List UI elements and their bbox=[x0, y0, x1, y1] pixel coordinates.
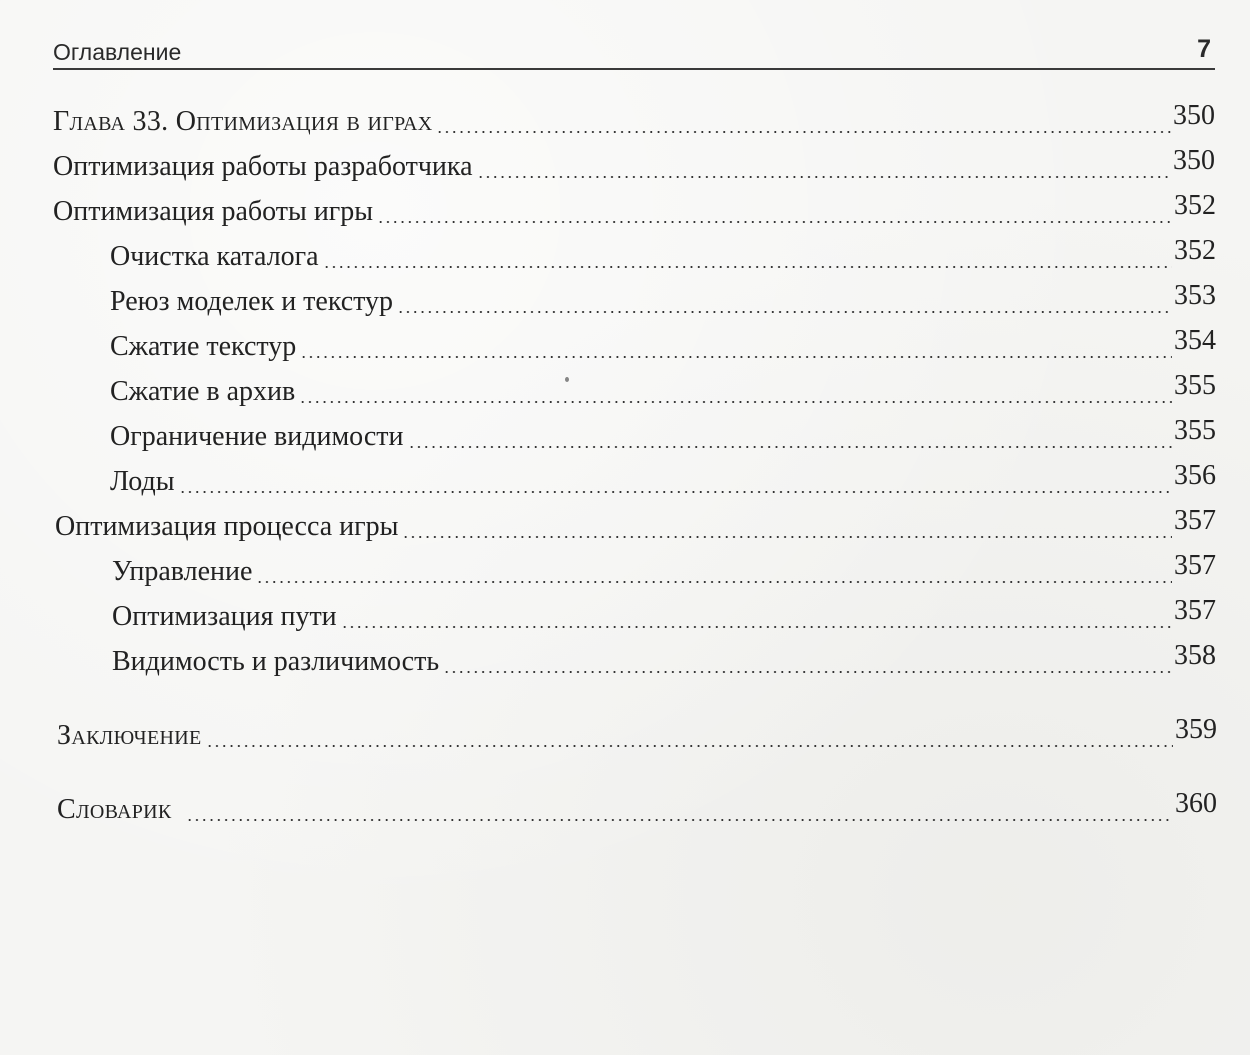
toc-entry-label: Заключение bbox=[57, 720, 202, 751]
dot-leader bbox=[408, 445, 1172, 449]
toc-entry-label: Оптимизация работы игры bbox=[53, 196, 374, 227]
toc-entry-page: 350 bbox=[1173, 100, 1215, 131]
running-head bbox=[53, 34, 1215, 70]
toc-subsection bbox=[112, 550, 1216, 590]
toc-entry-page: 360 bbox=[1175, 788, 1217, 819]
toc-entry-label: Сжатие текстур bbox=[110, 331, 297, 362]
toc-entry-label: Управление bbox=[112, 556, 253, 587]
toc-entry-label: Лоды bbox=[110, 466, 175, 497]
dot-leader bbox=[323, 265, 1172, 269]
running-head-title: Оглавление bbox=[53, 39, 182, 65]
dot-leader bbox=[377, 220, 1172, 224]
toc-entry-page: 355 bbox=[1174, 370, 1216, 401]
dot-leader bbox=[179, 490, 1172, 494]
toc-entry-page: 350 bbox=[1173, 145, 1215, 176]
toc-entry-label: Сжатие в архив bbox=[110, 376, 296, 407]
dot-leader bbox=[397, 310, 1172, 314]
toc-section bbox=[53, 190, 1216, 230]
toc-entry-label: Оптимизация работы разработчика bbox=[53, 151, 473, 182]
dot-leader bbox=[299, 400, 1172, 404]
toc-entry-label: Оптимизация процесса игры bbox=[55, 511, 399, 542]
toc-entry-label: Очистка каталога bbox=[110, 241, 319, 272]
toc-entry-page: 359 bbox=[1175, 714, 1217, 745]
toc-entry-page: 353 bbox=[1174, 280, 1216, 311]
toc-entry-page: 357 bbox=[1174, 595, 1216, 626]
toc-entry-page: 357 bbox=[1174, 505, 1216, 536]
toc-entry-page: 357 bbox=[1174, 550, 1216, 581]
toc-entry-page: 352 bbox=[1174, 190, 1216, 221]
toc-subsection bbox=[110, 235, 1216, 275]
toc-subsection bbox=[112, 640, 1216, 680]
toc-subsection bbox=[110, 325, 1216, 365]
toc-glossary bbox=[57, 788, 1217, 828]
toc-entry-label: Оптимизация пути bbox=[112, 601, 337, 632]
toc-subsection bbox=[110, 415, 1216, 455]
dot-leader bbox=[477, 175, 1171, 179]
toc-entry-label: Видимость и различимость bbox=[112, 646, 440, 677]
toc-entry-page: 352 bbox=[1174, 235, 1216, 266]
toc-entry-label: Словарик bbox=[57, 794, 172, 825]
dot-leader bbox=[256, 580, 1172, 584]
toc-entry-label: Реюз моделек и текстур bbox=[110, 286, 394, 317]
dot-leader bbox=[341, 625, 1172, 629]
print-speck bbox=[565, 377, 569, 382]
toc-subsection bbox=[110, 460, 1216, 500]
toc-conclusion bbox=[57, 714, 1217, 754]
toc-entry-page: 358 bbox=[1174, 640, 1216, 671]
dot-leader bbox=[443, 670, 1172, 674]
dot-leader bbox=[402, 535, 1172, 539]
toc-subsection bbox=[110, 280, 1216, 320]
dot-leader bbox=[436, 130, 1171, 134]
toc-subsection bbox=[112, 595, 1216, 635]
toc-entry-page: 355 bbox=[1174, 415, 1216, 446]
page-number: 7 bbox=[1197, 35, 1211, 63]
toc-entry-page: 354 bbox=[1174, 325, 1216, 356]
dot-leader bbox=[300, 355, 1172, 359]
toc-chapter-33 bbox=[53, 100, 1215, 140]
toc-entry-label: Ограничение видимости bbox=[110, 421, 404, 452]
toc-subsection bbox=[110, 370, 1216, 410]
toc-section bbox=[55, 505, 1216, 545]
toc-entry-page: 356 bbox=[1174, 460, 1216, 491]
dot-leader bbox=[206, 744, 1174, 748]
toc-entry-label: Глава 33. Оптимизация в играх bbox=[53, 106, 433, 137]
dot-leader bbox=[186, 818, 1173, 822]
toc-section bbox=[53, 145, 1215, 185]
